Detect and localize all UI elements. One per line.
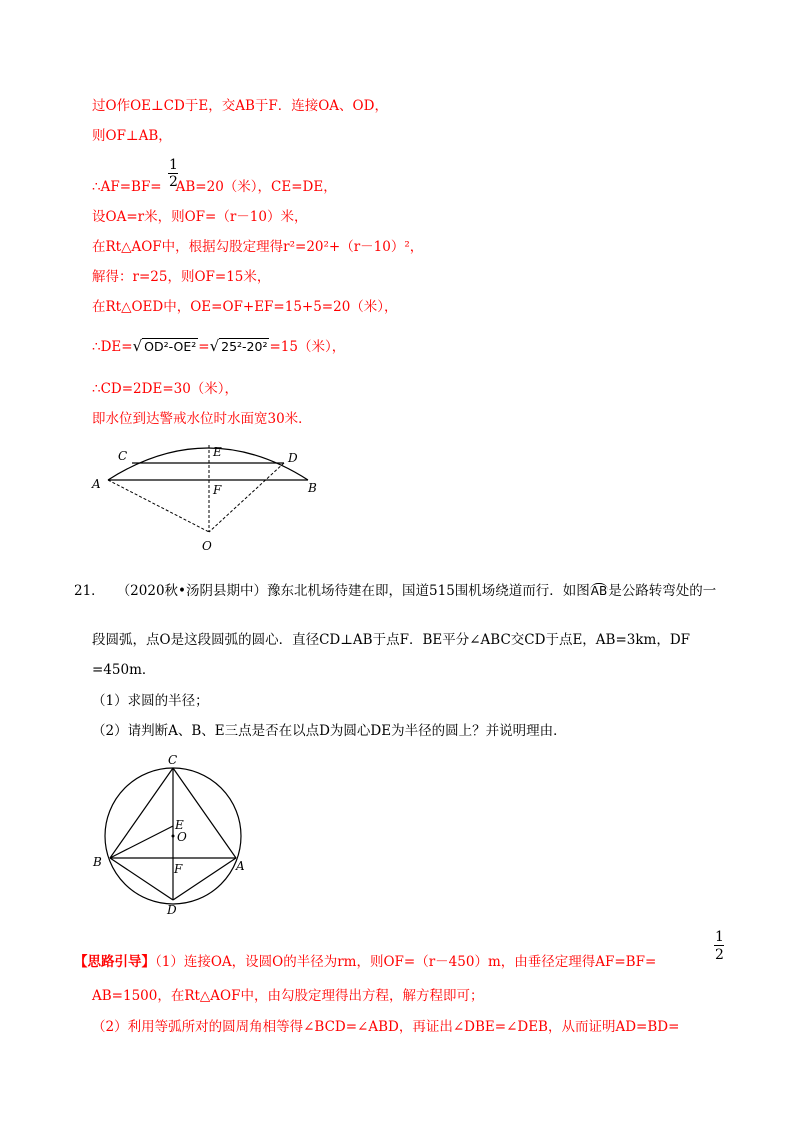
label-o: O bbox=[202, 539, 212, 553]
solution-line-3-post: AB=20（米），CE=DE， bbox=[175, 179, 337, 195]
label-e: E bbox=[175, 818, 184, 832]
hint-fraction-numerator: 1 bbox=[715, 929, 724, 945]
de-prefix: ∴DE= bbox=[92, 339, 133, 355]
hint-fraction-denominator: 2 bbox=[715, 947, 724, 963]
equals-sign: = bbox=[198, 339, 210, 355]
de-result: =15（米）， bbox=[269, 339, 346, 355]
solution-line-10: 即水位到达警戒水位时水面宽30米． bbox=[92, 411, 312, 427]
hint-part-1: （1）连接OA，设圆O的半径为rm，则OF=（r－450）m，由垂径定理得AF=BF= bbox=[155, 954, 657, 970]
solution-line-6: 解得：r=25，则OF=15米， bbox=[92, 269, 271, 285]
sqrt-sign-2: √ bbox=[209, 337, 220, 355]
arc-bridge-figure bbox=[88, 436, 328, 562]
question-2: （2）请判断A、B、E三点是否在以点D为圆心DE为半径的圆上？并说明理由． bbox=[92, 723, 567, 739]
solution-line-2: 则OF⊥AB， bbox=[92, 128, 172, 144]
solution-line-7: 在Rt△OED中，OE=OF+EF=15+5=20（米）， bbox=[92, 299, 398, 315]
arc-ab: AB bbox=[590, 584, 608, 598]
label-f: F bbox=[174, 862, 183, 876]
circle-figure bbox=[88, 750, 258, 924]
hint-fraction-bar bbox=[714, 945, 724, 946]
label-f: F bbox=[213, 483, 222, 497]
fraction-denominator: 2 bbox=[169, 174, 178, 190]
solution-line-8 bbox=[92, 337, 345, 356]
problem-text-1a: 豫东北机场待建在即，国道515围机场绕道而行．如图 bbox=[267, 583, 590, 599]
label-a: A bbox=[236, 859, 245, 873]
problem-number: 21． bbox=[74, 583, 105, 599]
label-o: O bbox=[177, 830, 187, 844]
solution-line-4: 设OA=r米，则OF=（r－10）米， bbox=[92, 209, 308, 225]
solution-line-9: ∴CD=2DE=30（米）， bbox=[92, 381, 239, 397]
label-a: A bbox=[92, 477, 101, 491]
question-1: （1）求圆的半径； bbox=[92, 693, 209, 709]
hint-line-2: AB=1500，在Rt△AOF中，由勾股定理得出方程，解方程即可； bbox=[92, 988, 484, 1004]
problem-21-line-2: 段圆弧，点O是这段圆弧的圆心．直径CD⊥AB于点F．BE平分∠ABC交CD于点E，AB=3km，DF bbox=[92, 632, 691, 648]
label-c: C bbox=[168, 753, 178, 767]
radicand-2: 25²-20² bbox=[221, 339, 268, 354]
hint-line-3: （2）利用等弧所对的圆周角相等得∠BCD=∠ABD，再证出∠DBE=∠DEB，从而证明AD=BD= bbox=[92, 1019, 680, 1035]
label-b: B bbox=[93, 855, 102, 869]
label-d: D bbox=[288, 451, 298, 465]
label-c: C bbox=[118, 449, 128, 463]
sqrt-sign-1: √ bbox=[132, 337, 143, 355]
label-d: D bbox=[167, 903, 177, 917]
problem-21-line-3: =450m． bbox=[92, 662, 156, 678]
label-b: B bbox=[308, 481, 317, 495]
hint-line-1 bbox=[74, 953, 656, 971]
solution-line-5: 在Rt△AOF中，根据勾股定理得r²=20²+（r－10）²， bbox=[92, 239, 424, 255]
problem-source: （2020秋•汤阴县期中） bbox=[116, 583, 268, 599]
problem-text-1b: 是公路转弯处的一 bbox=[608, 583, 717, 599]
fraction-numerator: 1 bbox=[169, 157, 178, 173]
label-e: E bbox=[213, 445, 222, 459]
solution-line-3 bbox=[92, 178, 337, 196]
hint-tag: 【思路引导】 bbox=[74, 954, 155, 970]
problem-21-line-1 bbox=[74, 582, 716, 600]
radicand-1: OD²-OE² bbox=[144, 339, 197, 354]
solution-line-3-pre: ∴AF=BF= bbox=[92, 179, 162, 195]
solution-line-1: 过O作OE⊥CD于E，交AB于F．连接OA、OD， bbox=[92, 98, 388, 114]
